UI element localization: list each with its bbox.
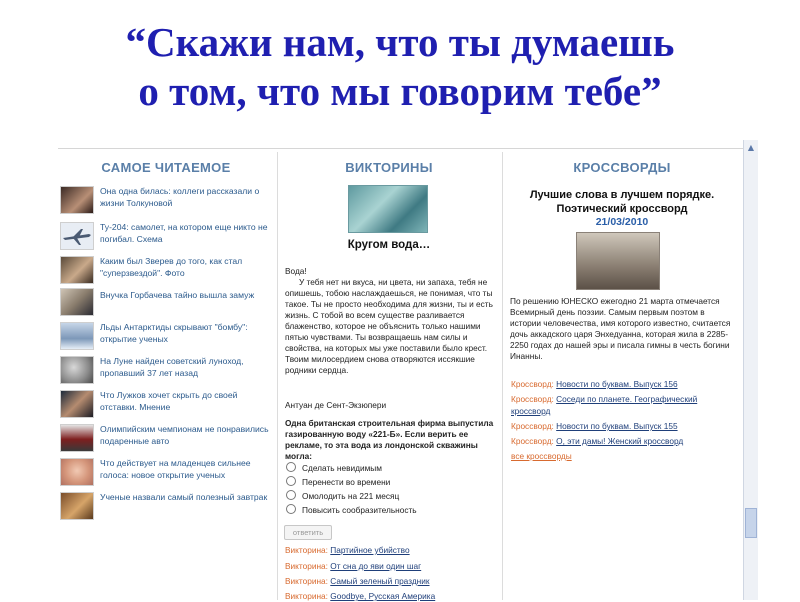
link-category: Викторина: bbox=[285, 545, 328, 555]
radio-button[interactable] bbox=[286, 462, 296, 472]
quiz-question: Одна британская строительная фирма выпустила газированную воду «221-Б». Если верить ее рекламе, то эта вода из лондонской скважины могла: bbox=[285, 418, 494, 461]
news-link[interactable]: Льды Антарктиды скрывают "бомбу": открытие ученых bbox=[100, 322, 248, 344]
screenshot-top-border bbox=[58, 148, 743, 149]
quiz-link[interactable] bbox=[285, 560, 421, 572]
column-separator bbox=[502, 152, 503, 600]
link-category: Кроссворд: bbox=[511, 394, 554, 404]
scroll-thumb[interactable] bbox=[745, 508, 757, 538]
news-item[interactable] bbox=[58, 390, 274, 420]
radio-button[interactable] bbox=[286, 490, 296, 500]
link-text[interactable]: О, эти дамы! Женский кроссворд bbox=[556, 436, 684, 446]
most-read-column bbox=[58, 150, 274, 502]
news-item[interactable] bbox=[58, 424, 274, 454]
option-label: Омолодить на 221 месяц bbox=[302, 491, 400, 501]
link-category: Кроссворд: bbox=[511, 421, 554, 431]
portrait-thumb-icon[interactable] bbox=[60, 390, 94, 418]
news-link[interactable]: Внучка Горбачева тайно вышла замуж bbox=[100, 290, 255, 300]
crossword-link[interactable] bbox=[511, 435, 683, 447]
link-text[interactable]: От сна до яви один шаг bbox=[330, 561, 422, 571]
slide-title bbox=[0, 18, 800, 116]
crossword-date: 21/03/2010 bbox=[595, 216, 649, 228]
quiz-author: Антуан де Сент-Экзюпери bbox=[285, 400, 387, 410]
slide-title-line-1: “Скажи нам, что ты думаешь bbox=[125, 19, 675, 65]
crossword-link[interactable] bbox=[511, 393, 735, 417]
link-category: Викторина: bbox=[285, 576, 328, 586]
news-item[interactable] bbox=[58, 458, 274, 488]
ice-thumb-icon[interactable] bbox=[60, 322, 94, 350]
quiz-text bbox=[285, 266, 497, 376]
news-item[interactable] bbox=[58, 322, 274, 352]
vertical-scrollbar[interactable] bbox=[743, 140, 758, 600]
radio-button[interactable] bbox=[286, 504, 296, 514]
car-thumb-icon[interactable] bbox=[60, 424, 94, 452]
news-item[interactable] bbox=[58, 256, 274, 286]
option-label: Перенести во времени bbox=[302, 477, 391, 487]
link-category: Кроссворд: bbox=[511, 379, 554, 389]
link-category: Викторина: bbox=[285, 591, 328, 601]
quiz-intro: Вода! bbox=[285, 266, 307, 276]
crossword-link[interactable] bbox=[511, 378, 678, 390]
option-label: Повысить сообразительность bbox=[302, 505, 417, 515]
column-separator bbox=[277, 152, 278, 600]
news-item[interactable] bbox=[58, 492, 274, 522]
crossword-image[interactable] bbox=[576, 232, 660, 290]
news-link[interactable]: Она одна билась: коллеги рассказали о жизни Толкуновой bbox=[100, 186, 260, 208]
crosswords-header: КРОССВОРДЫ bbox=[573, 160, 671, 175]
link-text[interactable]: Партийное убийство bbox=[330, 545, 410, 555]
news-item[interactable] bbox=[58, 356, 274, 386]
portrait-thumb-icon[interactable] bbox=[60, 186, 94, 214]
baby-thumb-icon[interactable] bbox=[60, 458, 94, 486]
quizzes-column bbox=[280, 150, 498, 601]
crossword-link[interactable] bbox=[511, 420, 678, 432]
news-item[interactable] bbox=[58, 288, 274, 318]
link-text[interactable]: Goodbye, Русская Америка bbox=[330, 591, 436, 601]
most-read-header: САМОЕ ЧИТАЕМОЕ bbox=[101, 160, 231, 175]
quiz-title[interactable]: Кругом вода… bbox=[347, 239, 431, 251]
scroll-up-arrow-icon[interactable]: ▲ bbox=[747, 143, 755, 152]
crossword-title-line-1[interactable]: Лучшие слова в лучшем порядке. bbox=[529, 189, 715, 201]
crossword-title-line-2[interactable]: Поэтический кроссворд bbox=[556, 203, 688, 215]
quiz-link[interactable] bbox=[285, 544, 410, 556]
crossword-title[interactable] bbox=[506, 188, 738, 216]
news-link[interactable]: На Луне найден советский луноход, пропавший 37 лет назад bbox=[100, 356, 244, 378]
news-link[interactable]: Каким был Зверев до того, как стал "суперзвездой". Фото bbox=[100, 256, 243, 278]
radio-button[interactable] bbox=[286, 476, 296, 486]
link-category: Викторина: bbox=[285, 561, 328, 571]
news-link[interactable]: Ученые назвали самый полезный завтрак bbox=[100, 492, 268, 502]
quiz-link[interactable] bbox=[285, 590, 435, 602]
news-link[interactable]: Ту-204: самолет, на котором еще никто не погибал. Схема bbox=[100, 222, 268, 244]
moon-thumb-icon[interactable] bbox=[60, 356, 94, 384]
quiz-link[interactable] bbox=[285, 575, 430, 587]
crossword-text: По решению ЮНЕСКО ежегодно 21 марта отмечается Всемирный день поэзии. Самым первым поэтом в истории человечества, имя которого известно, считается дочь аккадского царя Энхедуанна, которая жила в 2285-2250 годах до нашей эры и писала гимны в честь богини Инанны. bbox=[510, 296, 731, 361]
water-quiz-image[interactable] bbox=[348, 185, 428, 233]
quiz-option[interactable] bbox=[286, 476, 390, 488]
link-text[interactable]: Соседи по планете. Географический кроссворд bbox=[511, 394, 698, 416]
crosswords-column bbox=[506, 150, 738, 461]
link-text[interactable]: Самый зеленый праздник bbox=[330, 576, 430, 586]
news-item[interactable] bbox=[58, 222, 274, 252]
quiz-body: У тебя нет ни вкуса, ни цвета, ни запаха, тебя не опишешь, тобою наслаждаешься, не понимая, что ты такое. Ты не просто необходима для жизни, ты и есть жизнь. С тобой во всем существе разливается блаженство, которое не объяснить только нашими пятью чувствами. Ты возвращаешь нам силы и свойства, на которых мы уже поставили было крест. Твоим милосердием снова отворяются иссякшие родники сердца. bbox=[285, 277, 493, 375]
quiz-option[interactable] bbox=[286, 490, 399, 502]
news-link[interactable]: Что действует на младенцев сильнее голоса: новое открытие ученых bbox=[100, 458, 251, 480]
link-category: Кроссворд: bbox=[511, 436, 554, 446]
news-link[interactable]: Олимпийским чемпионам не понравились подаренные авто bbox=[100, 424, 269, 446]
quizzes-header: ВИКТОРИНЫ bbox=[345, 160, 433, 175]
news-link[interactable]: Что Лужков хочет скрыть до своей отставки. Мнение bbox=[100, 390, 238, 412]
all-crosswords-link[interactable] bbox=[511, 450, 572, 462]
news-item[interactable] bbox=[58, 186, 274, 216]
quiz-option[interactable] bbox=[286, 504, 417, 516]
all-crosswords-link-text[interactable]: все кроссворды bbox=[511, 451, 572, 461]
link-text[interactable]: Новости по буквам. Выпуск 156 bbox=[556, 379, 678, 389]
option-label: Сделать невидимым bbox=[302, 463, 382, 473]
quiz-option[interactable] bbox=[286, 462, 382, 474]
airplane-thumb-icon[interactable] bbox=[60, 222, 94, 250]
link-text[interactable]: Новости по буквам. Выпуск 155 bbox=[556, 421, 678, 431]
food-thumb-icon[interactable] bbox=[60, 492, 94, 520]
answer-button[interactable]: ответить bbox=[284, 525, 332, 540]
slide-title-line-2: о том, что мы говорим тебе” bbox=[138, 68, 662, 114]
portrait-thumb-icon[interactable] bbox=[60, 256, 94, 284]
portrait-thumb-icon[interactable] bbox=[60, 288, 94, 316]
